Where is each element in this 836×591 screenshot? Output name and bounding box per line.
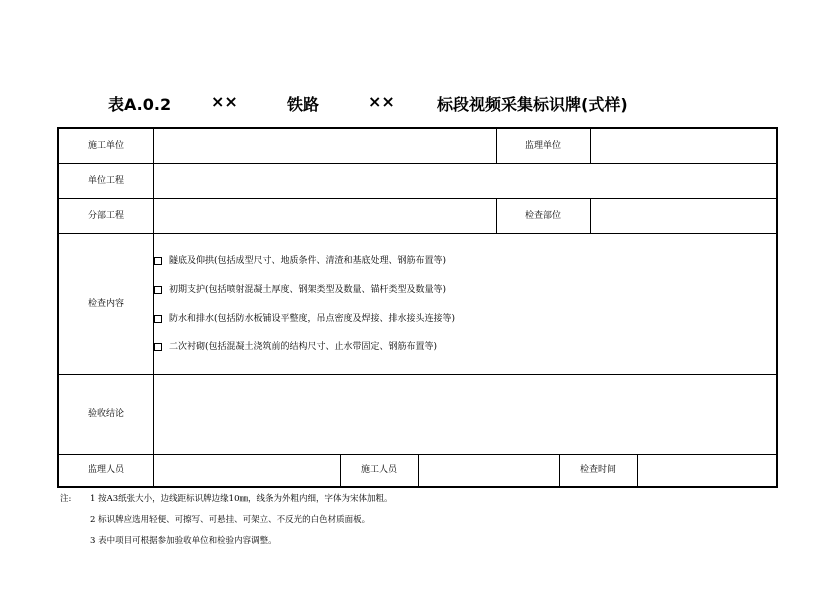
label-sub-project: 分部工程 <box>87 211 124 221</box>
label-supervisor: 监理人员 <box>87 465 124 475</box>
label-construction-unit: 施工单位 <box>87 141 124 151</box>
check-item-waterproof-drainage[interactable] <box>154 313 455 325</box>
column-divider <box>418 454 419 486</box>
column-divider <box>637 454 638 486</box>
row-divider <box>59 374 778 375</box>
label-acceptance-conclusion: 验收结论 <box>87 409 124 419</box>
notes-prefix: 注: <box>60 494 72 504</box>
form-table <box>57 127 778 488</box>
form-title <box>0 92 836 116</box>
title-railway: 铁路 <box>287 95 320 114</box>
label-constructor: 施工人员 <box>360 465 397 475</box>
check-item-label: 防水和排水(包括防水板铺设平整度，吊点密度及焊接、排水接头连接等) <box>169 314 456 324</box>
check-item-initial-support[interactable] <box>154 284 446 296</box>
check-item-label: 二次衬砌(包括混凝土浇筑前的结构尺寸、止水带固定、钢筋布置等) <box>169 342 438 352</box>
label-inspection-time: 检查时间 <box>579 465 616 475</box>
label-inspection-part: 检查部位 <box>524 211 561 221</box>
label-supervision-unit: 监理单位 <box>524 141 561 151</box>
row-divider <box>59 198 778 199</box>
title-code: 表A.0.2 <box>108 95 172 114</box>
checkbox[interactable] <box>154 343 162 351</box>
label-unit-project: 单位工程 <box>87 176 124 186</box>
title-name: 标段视频采集标识牌(式样) <box>437 95 628 114</box>
check-item-secondary-lining[interactable] <box>154 341 437 353</box>
title-blank-1: ×× <box>211 92 238 111</box>
note-item: 1 按A3纸张大小，边线距标识牌边缘10㎜，线条为外粗内细，字体为宋体加粗。 <box>90 494 393 504</box>
check-item-tunnel-bottom[interactable] <box>154 255 446 267</box>
column-divider <box>590 129 591 163</box>
check-item-label: 初期支护(包括喷射混凝土厚度、钢架类型及数量、锚杆类型及数量等) <box>169 285 447 295</box>
column-divider <box>590 198 591 233</box>
row-divider <box>59 233 778 234</box>
checkbox[interactable] <box>154 286 162 294</box>
note-item: 2 标识牌应选用轻便、可擦写、可悬挂、可架立、不反光的白色材质面板。 <box>90 515 371 525</box>
row-divider <box>59 163 778 164</box>
column-divider <box>153 129 154 486</box>
checkbox[interactable] <box>154 257 162 265</box>
note-item: 3 表中项目可根据参加验收单位和检验内容调整。 <box>90 536 277 546</box>
title-blank-2: ×× <box>368 92 395 111</box>
checkbox[interactable] <box>154 315 162 323</box>
label-inspection-content: 检查内容 <box>87 299 124 309</box>
check-item-label: 隧底及仰拱(包括成型尺寸、地质条件、清渣和基底处理、钢筋布置等) <box>169 256 447 266</box>
